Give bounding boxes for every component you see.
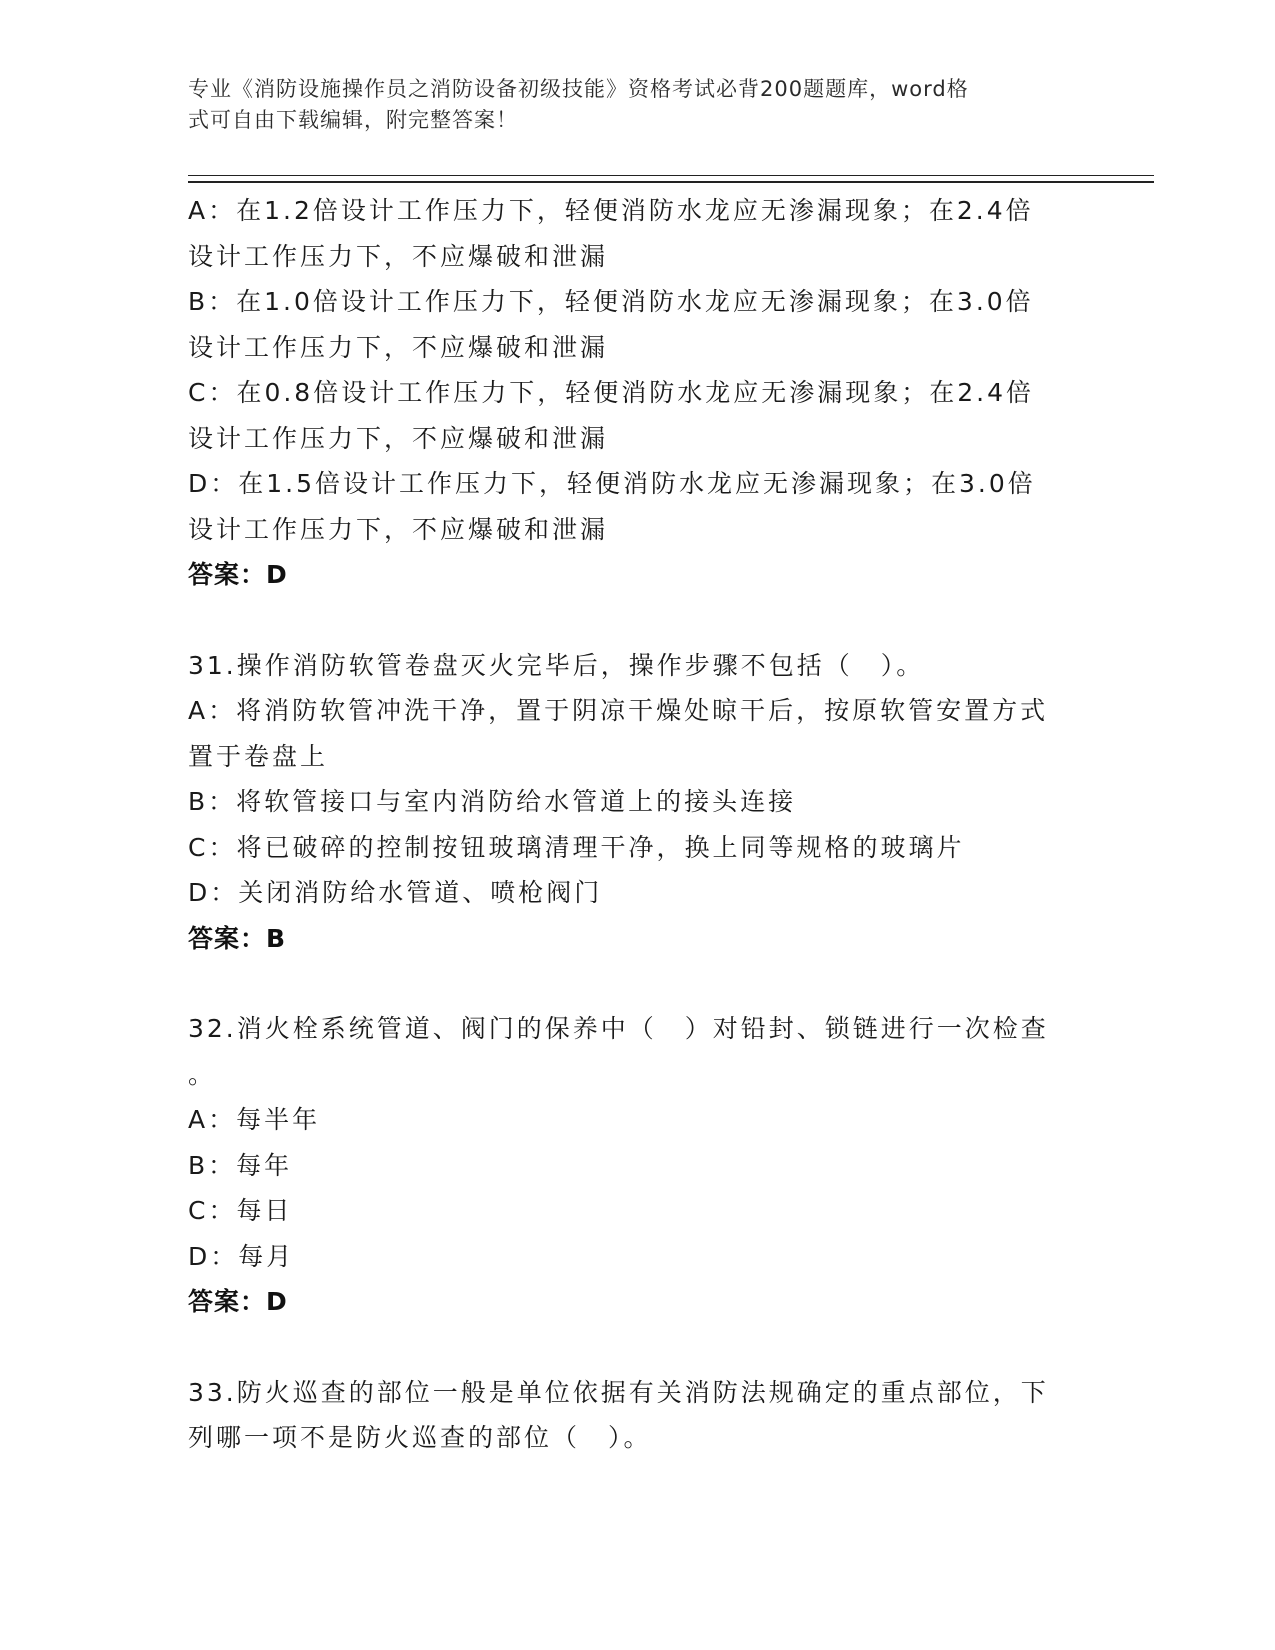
- q31-option-a-line-2: 置于卷盘上: [188, 741, 329, 771]
- q32-option-a: A：每半年: [188, 1105, 321, 1134]
- q30-option-b-line-1: B：在1.0倍设计工作压力下，轻便消防水龙应无渗漏现象；在3.0倍: [188, 287, 1034, 316]
- question-content: [188, 188, 1088, 1461]
- q32-option-b: B：每年: [188, 1150, 293, 1180]
- q30-option-c-line-1: C：在0.8倍设计工作压力下，轻便消防水龙应无渗漏现象；在2.4倍: [188, 378, 1034, 407]
- spacer: [188, 961, 1088, 1006]
- q30-option-d-line-2: 设计工作压力下，不应爆破和泄漏: [188, 514, 609, 544]
- q30-option-a-line-1: A：在1.2倍设计工作压力下，轻便消防水龙应无渗漏现象；在2.4倍: [188, 196, 1034, 225]
- header-divider-thick: [188, 181, 1154, 183]
- header-title-line-1: 专业《消防设施操作员之消防设备初级技能》资格考试必背200题题库，word格: [188, 77, 969, 101]
- q30-option-b-line-2: 设计工作压力下，不应爆破和泄漏: [188, 332, 609, 362]
- q32-option-d: D：每月: [188, 1241, 295, 1271]
- q30-option-d-line-1: D：在1.5倍设计工作压力下，轻便消防水龙应无渗漏现象；在3.0倍: [188, 469, 1036, 498]
- q32-question-line-1: 32.消火栓系统管道、阀门的保养中（ ）对铅封、锁链进行一次检查: [188, 1014, 1049, 1043]
- header-title-line-2: 式可自由下载编辑，附完整答案！: [188, 108, 518, 132]
- q30-option-c-line-2: 设计工作压力下，不应爆破和泄漏: [188, 423, 609, 453]
- spacer: [188, 598, 1088, 643]
- q33-question-line-2: 列哪一项不是防火巡查的部位（ ）。: [188, 1423, 652, 1452]
- question-32-block: [188, 1006, 1088, 1325]
- q31-option-a-line-1: A：将消防软管冲洗干净，置于阴凉干燥处晾干后，按原软管安置方式: [188, 696, 1049, 725]
- document-header: [188, 74, 1068, 136]
- question-33-block: [188, 1370, 1088, 1461]
- q32-answer: 答案：D: [188, 1287, 288, 1316]
- question-31-block: [188, 643, 1088, 962]
- q30-answer: 答案：D: [188, 560, 288, 589]
- question-30-block: [188, 188, 1088, 598]
- q32-question-line-2: 。: [188, 1059, 217, 1089]
- q31-answer: 答案：B: [188, 923, 287, 953]
- q31-question: 31.操作消防软管卷盘灭火完毕后，操作步骤不包括（ ）。: [188, 650, 925, 680]
- spacer: [188, 1325, 1088, 1370]
- q32-option-c: C：每日: [188, 1196, 293, 1225]
- q31-option-c: C：将已破碎的控制按钮玻璃清理干净，换上同等规格的玻璃片: [188, 832, 965, 862]
- header-divider-thin: [188, 175, 1154, 176]
- q30-option-a-line-2: 设计工作压力下，不应爆破和泄漏: [188, 241, 609, 271]
- q31-option-b: B：将软管接口与室内消防给水管道上的接头连接: [188, 787, 797, 816]
- q31-option-d: D：关闭消防给水管道、喷枪阀门: [188, 878, 603, 907]
- q33-question-line-1: 33.防火巡查的部位一般是单位依据有关消防法规确定的重点部位，下: [188, 1377, 1049, 1407]
